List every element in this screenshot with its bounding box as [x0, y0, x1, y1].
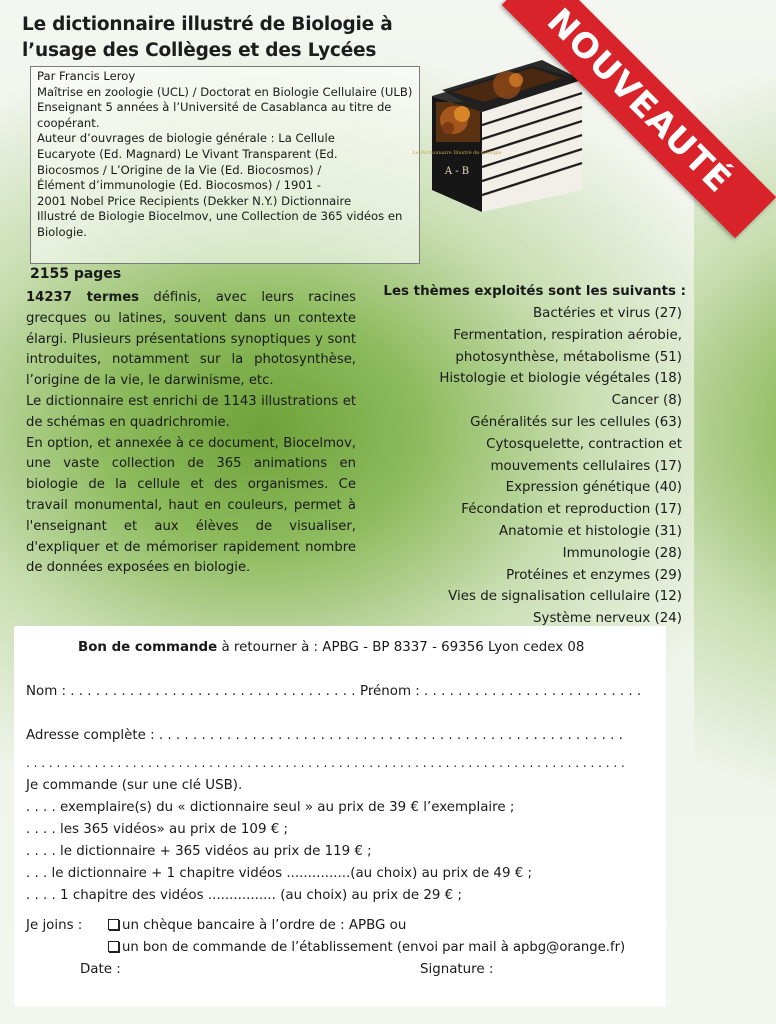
- order-form: [14, 626, 666, 1006]
- signature-field[interactable]: Signature :: [420, 962, 494, 977]
- checkbox-icon[interactable]: [108, 919, 119, 930]
- order-option[interactable]: . . . . exemplaire(s) du « dictionnaire seul » au prix de 39 € l’exemplaire ;: [26, 800, 515, 815]
- author-line: Par Francis Leroy: [37, 69, 136, 83]
- theme-item: Histologie et biologie végétales (18): [439, 371, 682, 387]
- nouveaute-ribbon: [434, 0, 739, 260]
- title-line-2: l’usage des Collèges et des Lycées: [22, 40, 377, 61]
- ribbon-label: NOUVEAUTÉ: [539, 1, 739, 201]
- svg-text:A - B: A - B: [444, 166, 470, 177]
- order-intro: Je commande (sur une clé USB).: [26, 778, 243, 793]
- order-option[interactable]: . . . le dictionnaire + 1 chapitre vidéos ...............(au choix) au prix de 49 € ;: [26, 866, 533, 881]
- themes-list: [330, 303, 682, 630]
- theme-item: Bactéries et virus (27): [532, 306, 682, 321]
- theme-item: Anatomie et histologie (31): [498, 523, 682, 539]
- description-paragraph-3: En option, et annexée à ce document, Biocelmov, une vaste collection de 365 animations en biologie de la cellule et des organismes. Ce travail monumental, haut en couleurs, permet à l'enseignant et aux élèves de visualiser, d'expliquer et de mémoriser rapidement nombre de données exposées en biologie.: [26, 435, 356, 576]
- order-heading: Bon de commande à retourner à : APBG - BP 8337 - 69356 Lyon cedex 08: [78, 640, 585, 655]
- date-field[interactable]: Date :: [80, 962, 121, 977]
- name-field[interactable]: Nom : . . . . . . . . . . . . . . . . . . . . . . . . . . . . . . . . . . . .: [26, 684, 373, 699]
- terms-count: 14237 termes: [26, 290, 139, 305]
- pages-count: 2155 pages: [30, 266, 122, 282]
- address-field[interactable]: Adresse complète : . . . . . . . . . . . . . . . . . . . . . . . . . . . . . . . . . . . . . . . . . . . . . . . . . . . . . . .: [26, 728, 623, 743]
- author-line: Biologie.: [37, 224, 87, 239]
- theme-item: Protéines et enzymes (29): [506, 567, 682, 583]
- payment-option-purchase-order[interactable]: un bon de commande de l’établissement (envoi par mail à apbg@orange.fr): [108, 940, 625, 955]
- order-option[interactable]: . . . . le dictionnaire + 365 vidéos au prix de 119 € ;: [26, 844, 372, 859]
- theme-item: Généralités sur les cellules (63): [470, 414, 682, 430]
- author-line: Enseignant 5 années à l’Université de Casablanca au titre de: [37, 100, 392, 115]
- address-field-line-2[interactable]: . . . . . . . . . . . . . . . . . . . . . . . . . . . . . . . . . . . . . . . . . . . . . . . . . . . . . . . . . . . . . . . . . . . . . . . . . . . . . . .: [26, 756, 625, 770]
- theme-item: Vies de signalisation cellulaire (12): [448, 589, 682, 605]
- checkbox-icon[interactable]: [108, 941, 119, 952]
- page-title: [22, 12, 462, 64]
- author-line: Élément d’immunologie (Ed. Biocosmos) / 1901 -: [37, 178, 321, 193]
- svg-text:Le Dictionnaire Illustré de Bi: Le Dictionnaire Illustré de Biologie: [412, 150, 502, 156]
- author-line: Biocosmos / L’Origine de la Vie (Ed. Biocosmos) /: [37, 162, 322, 177]
- payment-option-cheque[interactable]: un chèque bancaire à l’ordre de : APBG ou: [108, 918, 406, 933]
- theme-item: Fécondation et reproduction (17): [461, 502, 682, 518]
- theme-item: Cancer (8): [611, 393, 682, 409]
- theme-item: Immunologie (28): [562, 545, 682, 561]
- theme-item: Expression génétique (40): [505, 480, 682, 496]
- first-name-field[interactable]: Prénom : . . . . . . . . . . . . . . . . . . . . . . . . . .: [360, 684, 642, 699]
- author-line: coopérant.: [37, 115, 100, 130]
- theme-item: Système nerveux (24): [533, 611, 682, 627]
- description-paragraph-2: Le dictionnaire est enrichi de 1143 illustrations et de schémas en quadrichromie.: [26, 393, 356, 430]
- description-paragraph-1: 14237 termes définis, avec leurs racines grecques ou latines, souvent dans un contexte élargi. Plusieurs présentations synoptiques y sont introduites, notamment sur la photosynthèse, l’origine de la vie, le darwinisme, etc.: [26, 290, 356, 389]
- order-option[interactable]: . . . . les 365 vidéos» au prix de 109 € ;: [26, 822, 289, 837]
- order-option[interactable]: . . . . 1 chapitre des vidéos ................ (au choix) au prix de 29 € ;: [26, 888, 462, 903]
- author-line: 2001 Nobel Price Recipients (Dekker N.Y.) Dictionnaire: [37, 193, 352, 208]
- ribbon-banner: [502, 0, 776, 238]
- author-line: Auteur d’ouvrages de biologie générale : La Cellule: [37, 131, 335, 146]
- author-line: Eucaryote (Ed. Magnard) Le Vivant Transparent (Ed.: [37, 146, 338, 161]
- themes-heading: Les thèmes exploités sont les suivants :: [383, 284, 686, 299]
- theme-item: Fermentation, respiration aérobie,: [453, 327, 682, 343]
- title-line-1: Le dictionnaire illustré de Biologie à: [22, 14, 393, 35]
- theme-item: mouvements cellulaires (17): [490, 458, 682, 474]
- author-line: Maîtrise en zoologie (UCL) / Doctorat en Biologie Cellulaire (ULB): [37, 84, 413, 99]
- description-text: [26, 288, 356, 579]
- author-line: Illustré de Biologie Biocelmov, une Collection de 365 vidéos en: [37, 209, 403, 224]
- author-bio-box: [30, 66, 420, 264]
- theme-item: Cytosquelette, contraction et: [486, 436, 682, 452]
- theme-item: photosynthèse, métabolisme (51): [455, 349, 682, 365]
- payment-label: Je joins :: [26, 918, 83, 933]
